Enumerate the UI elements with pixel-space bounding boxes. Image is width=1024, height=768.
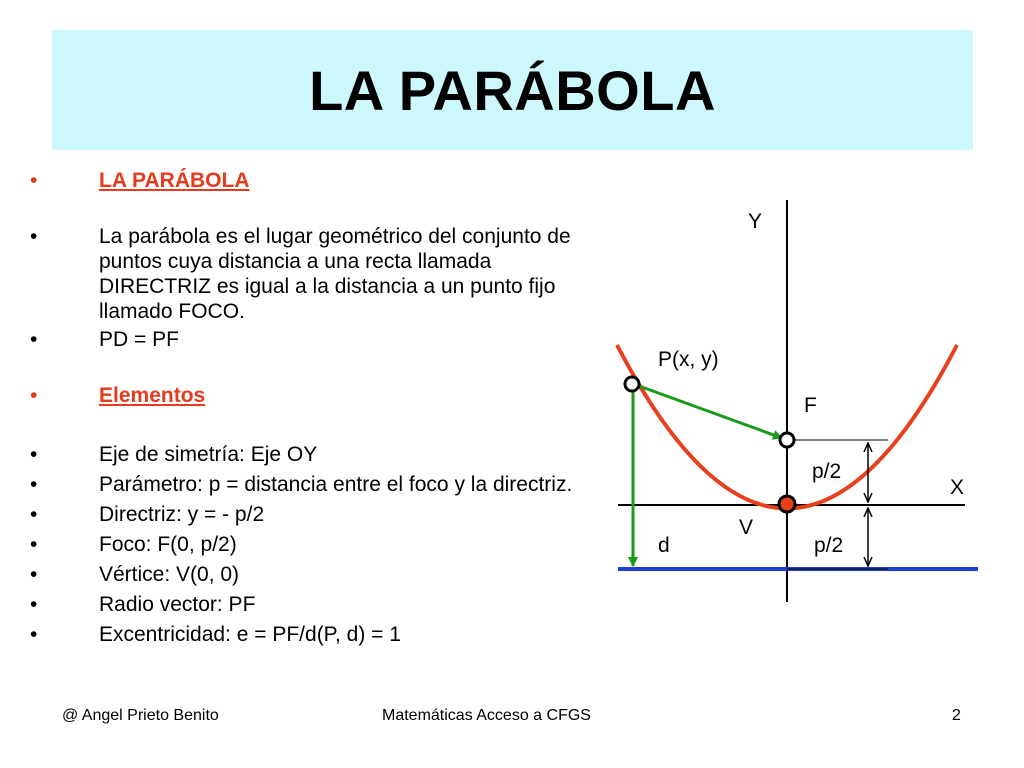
bullet-text: Foco: F(0, p/2) <box>99 533 237 556</box>
slide-title: LA PARÁBOLA <box>309 58 716 122</box>
vertex-label: V <box>739 516 754 539</box>
bullet-text: Radio vector: PF <box>99 593 256 616</box>
bullet-text: Elementos <box>99 384 206 407</box>
bullet-text: Vértice: V(0, 0) <box>99 563 240 586</box>
focus-point <box>780 433 794 447</box>
bullet-text: La parábola es el lugar geométrico del conjunto de puntos cuya distancia a una recta llamada DIRECTRIZ es igual a la distancia a un punto fijo llamado FOCO. <box>99 225 571 323</box>
bullet-text: LA PARÁBOLA <box>99 169 250 192</box>
footer-author: @ Angel Prieto Benito <box>62 707 219 724</box>
vertex-point <box>779 496 795 512</box>
footer-course: Matemáticas Acceso a CFGS <box>382 707 591 724</box>
bullet-text: Eje de simetría: Eje OY <box>99 443 318 466</box>
bullet-text: Directriz: y = - p/2 <box>99 503 265 526</box>
bullet-text: Parámetro: p = distancia entre el foco y la directriz. <box>99 473 573 496</box>
bullet-dot: • <box>30 563 38 586</box>
bullet-dot: • <box>30 503 38 526</box>
lower-param-label: p/2 <box>814 534 844 557</box>
bullet-dot: • <box>30 443 38 466</box>
bullet-dot: • <box>30 225 38 248</box>
x-axis-label: X <box>950 476 965 499</box>
bullet-dot: • <box>30 623 38 646</box>
bullet-dot: • <box>30 169 38 192</box>
footer-page-number: 2 <box>952 707 961 724</box>
point-p <box>625 377 639 391</box>
upper-param-label: p/2 <box>812 460 842 483</box>
bullet-dot: • <box>30 473 38 496</box>
radius-vector-arrow <box>639 386 782 438</box>
directrix-label: d <box>658 534 670 557</box>
point-p-label: P(x, y) <box>658 348 719 371</box>
focus-label: F <box>804 394 817 417</box>
bullet-dot: • <box>30 384 38 407</box>
y-axis-label: Y <box>748 210 763 233</box>
bullet-text: PD = PF <box>99 328 179 351</box>
bullet-dot: • <box>30 593 38 616</box>
bullet-dot: • <box>30 328 38 351</box>
bullet-dot: • <box>30 533 38 556</box>
bullet-text: Excentricidad: e = PF/d(P, d) = 1 <box>99 623 401 646</box>
